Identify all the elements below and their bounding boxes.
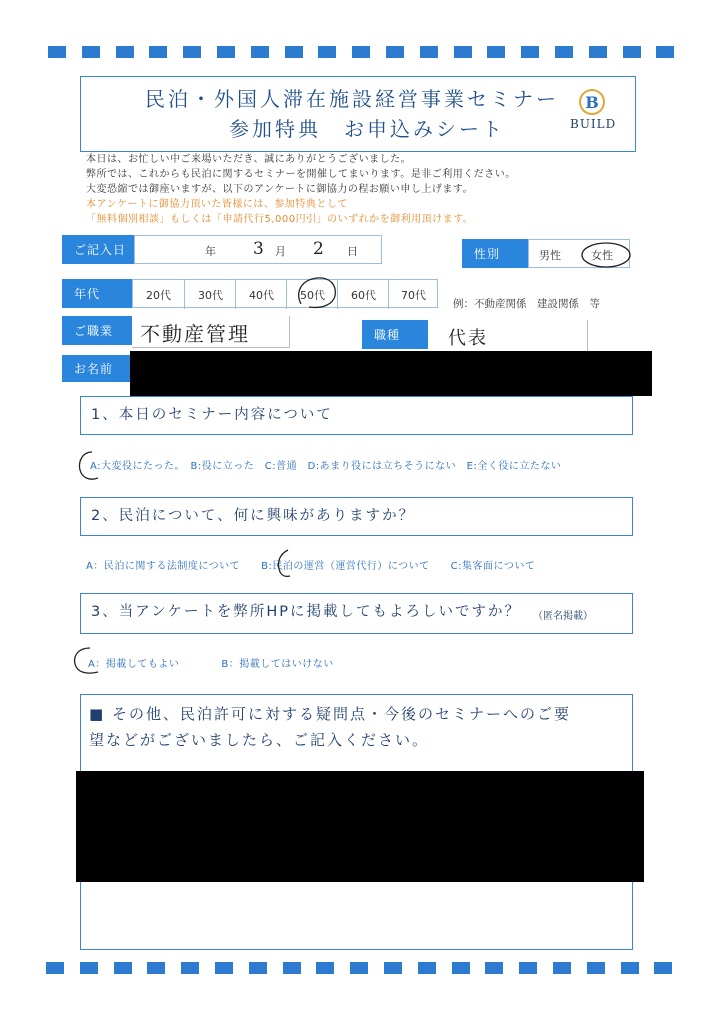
intro-line-2: 弊所では、これからも民泊に関するセミナーを開催してまいります。是非ご利用ください。 (86, 169, 516, 180)
border-dash (149, 46, 167, 58)
day-value: 2 (313, 239, 324, 259)
bottom-dashed-border (0, 962, 724, 976)
day-label: 日 (347, 245, 358, 258)
border-dash (80, 962, 98, 974)
occupation-field[interactable] (132, 316, 290, 348)
name-redacted (130, 351, 652, 396)
border-dash (521, 46, 539, 58)
question-3-box (80, 593, 633, 634)
age-option-60s[interactable]: 60代 (337, 280, 389, 309)
question-2-box (80, 497, 633, 536)
gender-selection-circle (579, 240, 633, 270)
border-dash (621, 962, 639, 974)
border-dash (215, 962, 233, 974)
border-dash (454, 46, 472, 58)
position-field[interactable] (428, 320, 588, 352)
border-dash (249, 962, 267, 974)
border-dash (487, 46, 505, 58)
age-options (132, 279, 438, 308)
border-dash (587, 962, 605, 974)
age-option-30s[interactable]: 30代 (184, 280, 236, 309)
gender-label: 性別 (462, 239, 528, 268)
intro-line-5: 「無料個別相談」もしくは「申請代行5,000円引」のいずれかを御利用頂けます。 (86, 214, 474, 225)
month-label: 月 (275, 245, 286, 258)
border-dash (251, 46, 269, 58)
border-dash (183, 46, 201, 58)
age-option-20s[interactable]: 20代 (146, 288, 171, 302)
question-2-options: A：民泊に関する法制度について B:民泊の運営（運営代行）について C:集客面について (86, 561, 536, 572)
question-1-box (80, 396, 633, 435)
border-dash (623, 46, 641, 58)
question-1-options: A:大変役にたった。 B:役に立った C:普通 D:あまり役には立ちそうにない E:全く役に立たない (90, 461, 562, 472)
border-dash (318, 46, 336, 58)
age-option-70s[interactable]: 70代 (388, 280, 438, 309)
border-dash (654, 962, 672, 974)
age-label: 年代 (62, 279, 132, 308)
date-label: ご記入日 (62, 235, 134, 264)
month-value: 3 (253, 239, 264, 259)
gender-option-female[interactable]: 女性 (591, 249, 613, 262)
age-option-40s[interactable]: 40代 (235, 280, 287, 309)
comment-prompt-line-1: ■ その他、民泊許可に対する疑問点・今後のセミナーへのご要 (89, 705, 571, 723)
comment-prompt-line-2: 望などがございましたら、ご記入ください。 (89, 731, 430, 749)
border-dash (452, 962, 470, 974)
gender-field (528, 239, 630, 268)
position-label: 職種 (362, 320, 428, 349)
border-dash (82, 46, 100, 58)
age-option-50s[interactable]: 50代 (286, 280, 338, 309)
border-dash (181, 962, 199, 974)
occupation-example: 例：不動産関係 建設関係 等 (453, 298, 600, 310)
name-label: お名前 (62, 355, 132, 382)
date-field[interactable] (134, 235, 382, 264)
border-dash (656, 46, 674, 58)
border-dash (386, 46, 404, 58)
border-dash (485, 962, 503, 974)
intro-line-4: 本アンケートに御協力頂いた皆様には、参加特典として (86, 199, 348, 210)
border-dash (589, 46, 607, 58)
year-label: 年 (205, 245, 216, 258)
gender-option-male[interactable]: 男性 (539, 249, 561, 262)
page-title: 民泊・外国人滞在施設経営事業セミナー (145, 87, 559, 111)
border-dash (48, 46, 66, 58)
border-dash (418, 962, 436, 974)
page-subtitle: 参加特典 お申込みシート (229, 117, 505, 141)
border-dash (555, 46, 573, 58)
border-dash (116, 46, 134, 58)
border-dash (420, 46, 438, 58)
border-dash (350, 962, 368, 974)
border-dash (283, 962, 301, 974)
question-3-selection-circle (70, 644, 104, 680)
border-dash (217, 46, 235, 58)
border-dash (147, 962, 165, 974)
border-dash (46, 962, 64, 974)
age-selection-circle (293, 274, 339, 312)
question-1-text: 1、本日のセミナー内容について (91, 407, 333, 423)
intro-line-3: 大変恐縮では御座いますが、以下のアンケートに御協力の程お願い申し上げます。 (86, 184, 474, 195)
occupation-label: ご職業 (62, 316, 132, 345)
border-dash (316, 962, 334, 974)
header-title-box (80, 76, 636, 152)
question-3-note: （匿名掲載） (533, 611, 593, 622)
question-3-text: 3、当アンケートを弊所HPに掲載してもよろしいですか？ (91, 604, 522, 620)
question-1-selection-circle (76, 448, 104, 484)
comment-redacted (76, 771, 644, 882)
logo-text: BUILD (570, 117, 617, 131)
border-dash (285, 46, 303, 58)
question-2-text: 2、民泊について、何に興味がありますか？ (91, 508, 416, 524)
build-logo-icon: B (579, 89, 605, 115)
question-2-selection-circle (274, 546, 298, 580)
occupation-value: 不動産管理 (140, 322, 250, 346)
border-dash (114, 962, 132, 974)
question-3-options: A：掲載してもよい B：掲載してはいけない (88, 659, 334, 670)
border-dash (519, 962, 537, 974)
border-dash (352, 46, 370, 58)
intro-line-1: 本日は、お忙しい中ご来場いただき、誠にありがとうございました。 (86, 154, 412, 165)
position-value: 代表 (448, 328, 488, 349)
border-dash (384, 962, 402, 974)
border-dash (553, 962, 571, 974)
top-dashed-border (0, 46, 724, 60)
